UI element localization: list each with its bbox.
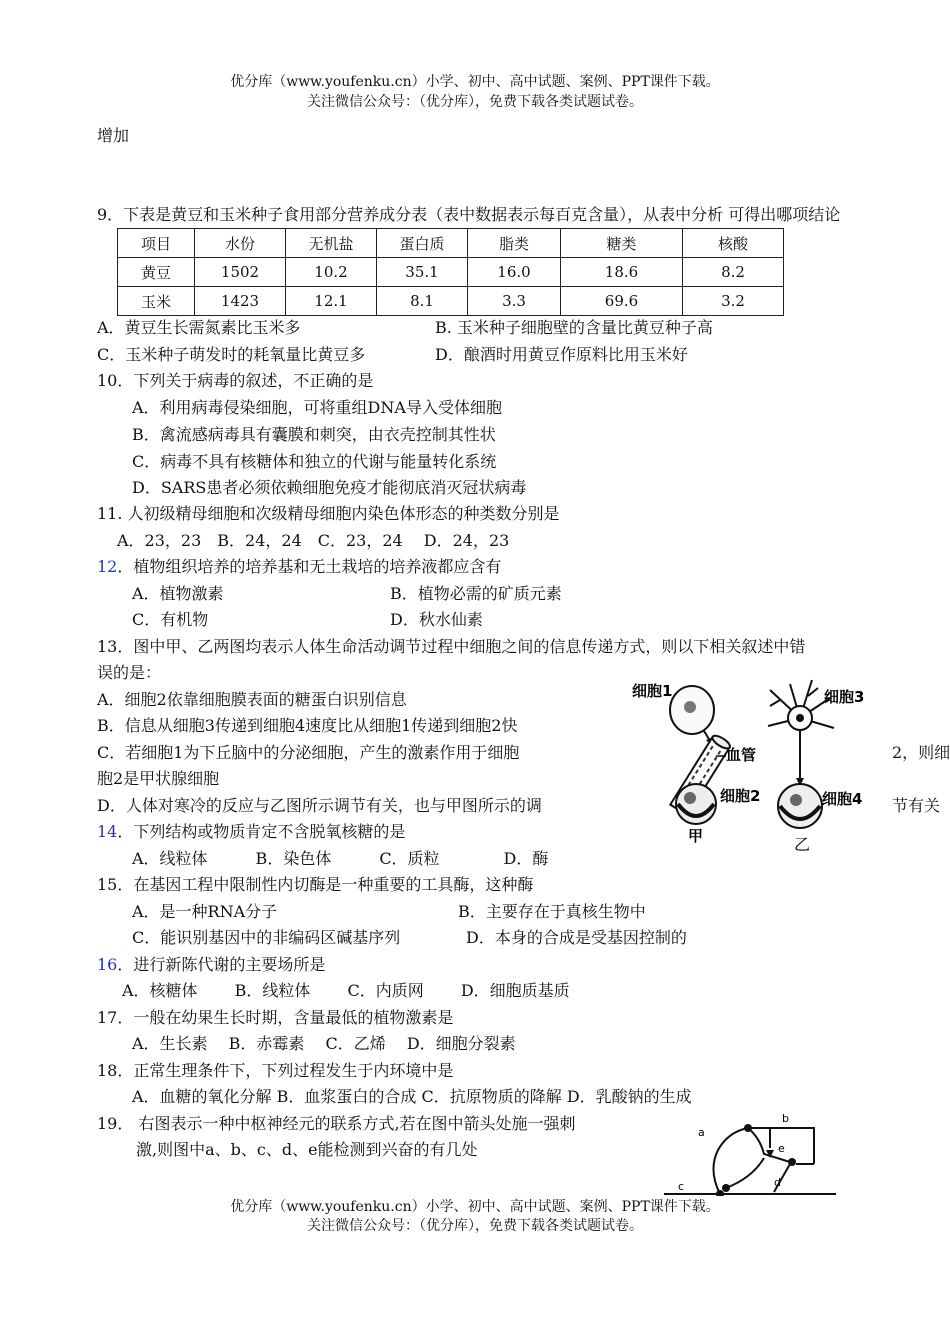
label-a: a bbox=[698, 1126, 705, 1139]
q10-option-b: B．禽流感病毒具有囊膜和刺突，由衣壳控制其性状 bbox=[132, 425, 496, 444]
table-cell: 3.3 bbox=[468, 287, 561, 316]
q16-stem: ．进行新陈代谢的主要场所是 bbox=[117, 955, 326, 974]
cell1-nucleus bbox=[684, 701, 696, 713]
label-b: b bbox=[782, 1112, 789, 1125]
q15-option-c: C．能识别基因中的非编码区碱基序列 bbox=[132, 928, 401, 947]
q16-number: 16 bbox=[97, 955, 118, 974]
q15-option-d: D．本身的合成是受基因控制的 bbox=[466, 928, 687, 947]
table-cell: 3.2 bbox=[683, 287, 784, 316]
q14-stem-line bbox=[97, 821, 405, 843]
q17-stem: 17．一般在幼果生长时期，含量最低的植物激素是 bbox=[97, 1008, 454, 1027]
figure-yi-label: 乙 bbox=[794, 835, 811, 854]
header-line-2: 关注微信公众号：（优分库），免费下载各类试题试卷。 bbox=[307, 94, 643, 110]
q10-option-a: A．利用病毒侵染细胞，可将重组DNA导入受体细胞 bbox=[132, 398, 502, 417]
q13-option-a: A．细胞2依靠细胞膜表面的糖蛋白识别信息 bbox=[97, 690, 407, 709]
q10-option-d: D．SARS患者必须依赖细胞免疫才能彻底消灭冠状病毒 bbox=[132, 478, 527, 497]
synapse-dot bbox=[744, 1124, 752, 1132]
q12-stem: ．植物组织培养的培养基和无土栽培的培养液都应含有 bbox=[117, 557, 502, 576]
q9-option-a: A．黄豆生长需氮素比玉米多 bbox=[97, 318, 301, 337]
table-cell: 18.6 bbox=[561, 258, 683, 287]
q14-stem: ．下列结构或物质肯定不含脱氧核糖的是 bbox=[117, 822, 406, 841]
table-header-row bbox=[118, 229, 784, 258]
table-cell: 8.1 bbox=[377, 287, 468, 316]
q13-option-b: B．信息从细胞3传递到细胞4速度比从细胞1传递到细胞2快 bbox=[97, 716, 518, 735]
table-header-cell: 糖类 bbox=[561, 229, 683, 258]
q15-option-b: B．主要存在于真核生物中 bbox=[458, 902, 646, 921]
q12-option-d: D．秋水仙素 bbox=[390, 610, 483, 629]
q19-stem-cont: 激,则图中a、b、c、d、e能检测到兴奋的有几处 bbox=[136, 1140, 478, 1159]
figure-jia-label: 甲 bbox=[688, 827, 704, 845]
q15-option-a: A．是一种RNA分子 bbox=[132, 902, 278, 921]
table-cell: 黄豆 bbox=[118, 258, 195, 287]
q13-option-c-cont: 胞2是甲状腺细胞 bbox=[97, 769, 220, 788]
table-cell: 1502 bbox=[195, 258, 286, 287]
table-cell: 69.6 bbox=[561, 287, 683, 316]
cell-signaling-figure bbox=[620, 676, 900, 856]
q14-options: A．线粒体 B．染色体 C．质粒 D．酶 bbox=[132, 849, 549, 868]
q12-number: 12 bbox=[97, 557, 118, 576]
q13-option-c-tail: 2，则细 bbox=[892, 743, 950, 762]
q9-option-c: C．玉米种子萌发时的耗氧量比黄豆多 bbox=[97, 345, 366, 364]
neuron-circuit-figure bbox=[664, 1108, 844, 1196]
q11-stem: 11. 人初级精母细胞和次级精母细胞内染色体形态的种类数分别是 bbox=[97, 504, 560, 523]
cell3-label: 细胞3 bbox=[824, 688, 865, 706]
q13-stem: 13．图中甲、乙两图均表示人体生命活动调节过程中细胞之间的信息传递方式，则以下相关叙述中错 bbox=[97, 637, 806, 656]
table-cell: 12.1 bbox=[286, 287, 377, 316]
cell4-nucleus bbox=[790, 794, 802, 806]
cell4-label: 细胞4 bbox=[822, 790, 863, 808]
cell2-nucleus bbox=[684, 792, 696, 804]
table-header-cell: 项目 bbox=[118, 229, 195, 258]
synapse-dot bbox=[722, 1184, 730, 1192]
q16-options: A．核糖体 B．线粒体 C．内质网 D．细胞质基质 bbox=[122, 981, 570, 1000]
q10-option-c: C．病毒不具有核糖体和独立的代谢与能量转化系统 bbox=[132, 452, 497, 471]
q11-options: A．23，23 B．24，24 C．23，24 D．24，23 bbox=[117, 531, 510, 550]
q13-stem-cont: 误的是： bbox=[97, 663, 162, 682]
q17-options: A．生长素 B．赤霉素 C．乙烯 D．细胞分裂素 bbox=[132, 1034, 516, 1053]
cell2-label: 细胞2 bbox=[720, 787, 761, 805]
q9-option-b: B. 玉米种子细胞壁的含量比黄豆种子高 bbox=[435, 318, 713, 337]
table-cell: 8.2 bbox=[683, 258, 784, 287]
q13-option-c: C．若细胞1为下丘脑中的分泌细胞，产生的激素作用于细胞 bbox=[97, 743, 520, 762]
neuron-circuit-lines bbox=[664, 1128, 836, 1194]
synapse-dot bbox=[788, 1158, 796, 1166]
table-header-cell: 水份 bbox=[195, 229, 286, 258]
q13-option-d: D．人体对寒冷的反应与乙图所示调节有关，也与甲图所示的调 bbox=[97, 796, 542, 815]
q9-stem: 9．下表是黄豆和玉米种子食用部分营养成分表（表中数据表示每百克含量），从表中分析 可得出哪项结论 bbox=[97, 205, 841, 224]
q12-option-a: A．植物激素 bbox=[132, 584, 224, 603]
cell1-label: 细胞1 bbox=[632, 682, 673, 700]
header-line-1: 优分库（www.youfenku.cn）小学、初中、高中试题、案例、PPT课件下载。 bbox=[230, 74, 720, 90]
table-row bbox=[118, 287, 784, 316]
table-cell: 玉米 bbox=[118, 287, 195, 316]
intro-text: 增加 bbox=[97, 126, 130, 145]
q18-stem: 18．正常生理条件下，下列过程发生于内环境中是 bbox=[97, 1061, 454, 1080]
table-row bbox=[118, 258, 784, 287]
q15-stem: 15．在基因工程中限制性内切酶是一种重要的工具酶，这种酶 bbox=[97, 875, 534, 894]
q19-stem: 19． 右图表示一种中枢神经元的联系方式,若在图中箭头处施一强刺 bbox=[97, 1114, 576, 1133]
q12-stem-line bbox=[97, 556, 501, 578]
q12-option-b: B．植物必需的矿质元素 bbox=[390, 584, 562, 603]
table-cell: 35.1 bbox=[377, 258, 468, 287]
q10-stem: 10．下列关于病毒的叙述，不正确的是 bbox=[97, 371, 374, 390]
table-header-cell: 蛋白质 bbox=[377, 229, 468, 258]
q13-option-d-tail: 节有关 bbox=[892, 796, 941, 815]
q14-number: 14 bbox=[97, 822, 118, 841]
q16-stem-line bbox=[97, 954, 325, 976]
footer-line-1: 优分库（www.youfenku.cn）小学、初中、高中试题、案例、PPT课件下载。 bbox=[230, 1199, 720, 1215]
q12-option-c: C．有机物 bbox=[132, 610, 209, 629]
label-d: d bbox=[774, 1176, 781, 1189]
table-header-cell: 脂类 bbox=[468, 229, 561, 258]
label-c: c bbox=[678, 1180, 685, 1193]
table-cell: 16.0 bbox=[468, 258, 561, 287]
q18-options: A．血糖的氧化分解 B．血浆蛋白的合成 C．抗原物质的降解 D．乳酸钠的生成 bbox=[132, 1087, 692, 1106]
nutrition-table bbox=[117, 228, 784, 316]
vessel-label: 血管 bbox=[726, 746, 757, 764]
cell3-nucleus bbox=[796, 714, 804, 722]
footer-line-2: 关注微信公众号：（优分库），免费下载各类试题试卷。 bbox=[307, 1218, 643, 1234]
table-cell: 10.2 bbox=[286, 258, 377, 287]
table-cell: 1423 bbox=[195, 287, 286, 316]
q9-option-d: D．酿酒时用黄豆作原料比用玉米好 bbox=[435, 345, 688, 364]
cell4-shape bbox=[778, 784, 822, 828]
table-header-cell: 核酸 bbox=[683, 229, 784, 258]
label-e: e bbox=[778, 1142, 785, 1155]
table-header-cell: 无机盐 bbox=[286, 229, 377, 258]
synapse-dot bbox=[716, 1190, 724, 1196]
